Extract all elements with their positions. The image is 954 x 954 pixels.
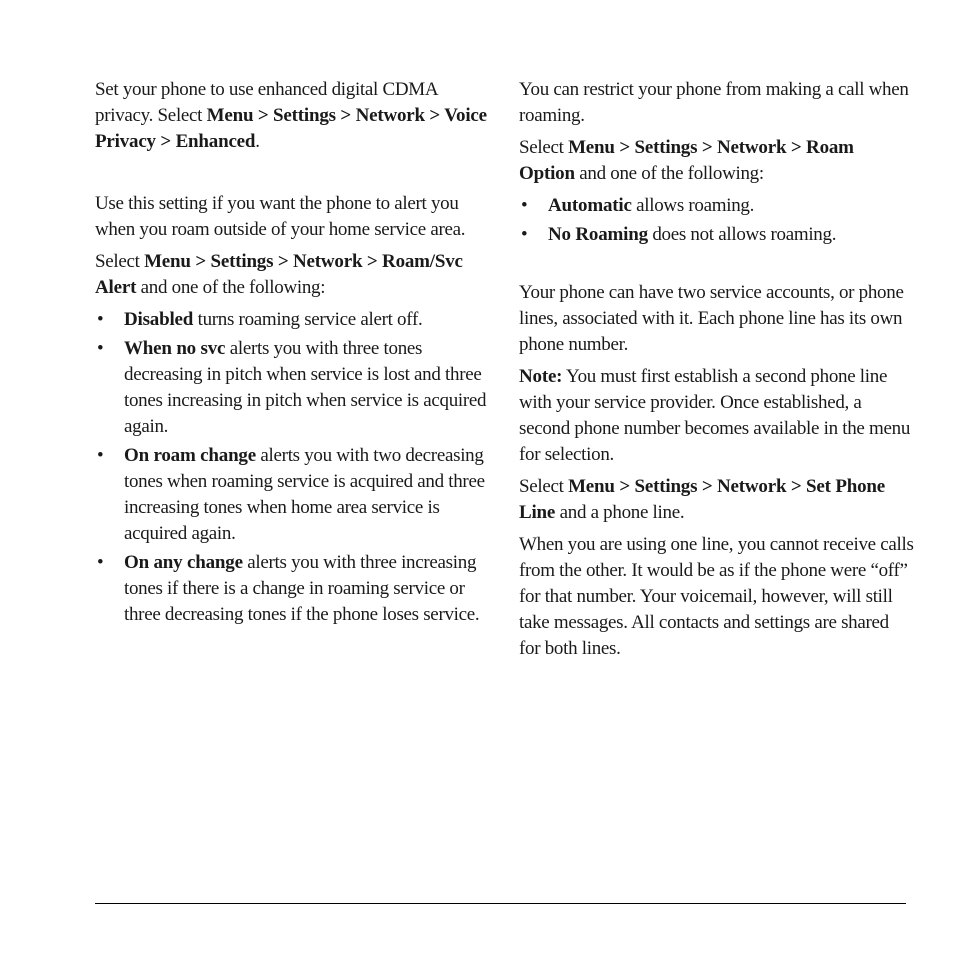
list-item xyxy=(519,193,914,219)
roam-option-options xyxy=(519,193,914,248)
option-term: Automatic xyxy=(548,195,632,216)
option-term: On any change xyxy=(124,552,243,573)
option-description: alerts you with three increasing tones if there is a change in roaming service or three decreasing tones if the phone loses service. xyxy=(124,552,480,625)
bullet: • xyxy=(97,552,104,573)
option-description: alerts you with three tones decreasing in pitch when service is lost and three tones increasing in pitch when service is acquired again. xyxy=(124,338,487,437)
right-column xyxy=(519,77,914,668)
select-prefix: Select xyxy=(95,251,145,272)
voice-privacy-paragraph xyxy=(95,77,487,155)
roam-option-select xyxy=(519,135,914,187)
option-description: does not allows roaming. xyxy=(647,224,837,245)
note-text: You must first establish a second phone line with your service provider. Once established, a second phone number becomes available in the menu for selection. xyxy=(519,366,911,465)
bullet: • xyxy=(97,445,104,466)
option-term: When no svc xyxy=(124,338,226,359)
bullet: • xyxy=(97,338,104,359)
list-item xyxy=(95,307,487,333)
list-item xyxy=(519,222,914,248)
select-prefix: Select xyxy=(519,137,569,158)
select-suffix: and a phone line. xyxy=(555,502,685,523)
bullet: • xyxy=(97,309,104,330)
option-term: No Roaming xyxy=(548,224,648,245)
left-column xyxy=(95,77,487,634)
list-item xyxy=(95,443,487,547)
option-description: alerts you with two decreasing tones when roaming service is acquired and three increasing tones when home area service is acquired again. xyxy=(124,445,485,544)
section-gap xyxy=(519,254,914,280)
bullet: • xyxy=(521,224,528,245)
voice-privacy-text: Set your phone to use enhanced digital CDMA privacy. Select xyxy=(95,79,438,126)
roam-alert-options xyxy=(95,307,487,628)
list-item xyxy=(95,550,487,628)
option-description: turns roaming service alert off. xyxy=(193,309,423,330)
bullet: • xyxy=(521,195,528,216)
roam-option-intro: You can restrict your phone from making a call when roaming. xyxy=(519,79,909,126)
phone-lines-intro: Your phone can have two service accounts, or phone lines, associated with it. Each phone line has its own phone number. xyxy=(519,282,904,355)
roam-alert-intro: Use this setting if you want the phone to alert you when you roam outside of your home service area. xyxy=(95,193,466,240)
note-label: Note: xyxy=(519,366,563,387)
roam-option-menu-path: Menu > Settings > Network > Roam Option xyxy=(519,137,854,184)
section-gap xyxy=(95,161,487,191)
option-term: On roam change xyxy=(124,445,256,466)
option-description: allows roaming. xyxy=(631,195,755,216)
phone-lines-note xyxy=(519,364,914,468)
roam-alert-select xyxy=(95,249,487,301)
option-term: Disabled xyxy=(124,309,194,330)
select-suffix: and one of the following: xyxy=(136,277,326,298)
phone-lines-closing: When you are using one line, you cannot receive calls from the other. It would be as if the phone were “off” for that number. Your voicemail, however, will still take messages. All contacts and settings are shared for both lines. xyxy=(519,534,914,659)
phone-line-menu-path: Menu > Settings > Network > Set Phone Line xyxy=(519,476,886,523)
voice-privacy-period: . xyxy=(255,131,260,152)
phone-line-select xyxy=(519,474,914,526)
select-suffix: and one of the following: xyxy=(574,163,764,184)
footer-rule xyxy=(95,903,906,904)
select-prefix: Select xyxy=(519,476,569,497)
voice-privacy-menu-path: Menu > Settings > Network > Voice Privacy > Enhanced xyxy=(95,105,487,152)
list-item xyxy=(95,336,487,440)
roam-alert-menu-path: Menu > Settings > Network > Roam/Svc Alert xyxy=(95,251,463,298)
